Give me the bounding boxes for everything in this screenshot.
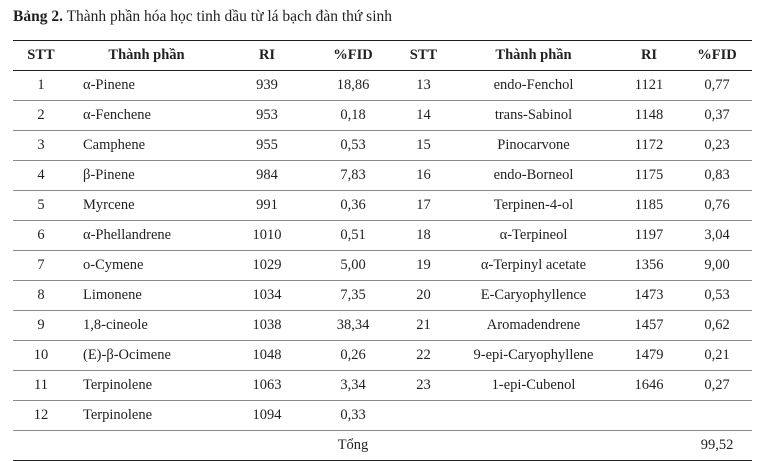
- cell-ri-right: 1175: [616, 161, 682, 191]
- cell-fid-left: 3,34: [310, 371, 396, 401]
- cell-stt-right: 18: [396, 221, 451, 251]
- cell-ri-left: 1048: [224, 341, 310, 371]
- cell-fid-right: 0,77: [682, 71, 752, 101]
- table-row: [13, 161, 752, 191]
- cell-ri-left: 1034: [224, 281, 310, 311]
- cell-component-right: [451, 401, 616, 431]
- cell-fid-right: 0,62: [682, 311, 752, 341]
- cell-stt-left: 9: [13, 311, 69, 341]
- cell-fid-right: 0,21: [682, 341, 752, 371]
- cell-fid-right: 0,83: [682, 161, 752, 191]
- table-row: [13, 341, 752, 371]
- cell-component-left: Camphene: [69, 131, 224, 161]
- cell-ri-right: 1356: [616, 251, 682, 281]
- header-component-right: Thành phần: [451, 41, 616, 71]
- cell-fid-left: 0,53: [310, 131, 396, 161]
- cell-stt-right: 23: [396, 371, 451, 401]
- cell-fid-left: 0,18: [310, 101, 396, 131]
- cell-component-left: 1,8-cineole: [69, 311, 224, 341]
- cell-fid-right: 0,53: [682, 281, 752, 311]
- cell-component-left: Limonene: [69, 281, 224, 311]
- cell-ri-left: 955: [224, 131, 310, 161]
- cell-ri-left: 1029: [224, 251, 310, 281]
- table-row: [13, 281, 752, 311]
- header-ri-left: RI: [224, 41, 310, 71]
- cell-fid-right: [682, 401, 752, 431]
- cell-stt-right: 14: [396, 101, 451, 131]
- cell-fid-left: 18,86: [310, 71, 396, 101]
- header-stt-right: STT: [396, 41, 451, 71]
- cell-ri-right: 1479: [616, 341, 682, 371]
- header-component-left: Thành phần: [69, 41, 224, 71]
- cell-stt-right: 16: [396, 161, 451, 191]
- table-body: [13, 71, 752, 461]
- cell-fid-right: 0,27: [682, 371, 752, 401]
- table-caption-text: Thành phần hóa học tinh dầu từ lá bạch đàn thứ sinh: [62, 8, 392, 25]
- table-caption: [13, 6, 392, 28]
- cell-fid-left: 7,35: [310, 281, 396, 311]
- cell-stt-left: 5: [13, 191, 69, 221]
- cell-component-left: Terpinolene: [69, 401, 224, 431]
- cell-component-left: β-Pinene: [69, 161, 224, 191]
- table-row: [13, 131, 752, 161]
- cell-component-right: endo-Borneol: [451, 161, 616, 191]
- cell-component-right: E-Caryophyllence: [451, 281, 616, 311]
- cell-ri-left: 953: [224, 101, 310, 131]
- cell-component-right: 1-epi-Cubenol: [451, 371, 616, 401]
- cell-stt-left: 3: [13, 131, 69, 161]
- cell-fid-right: 9,00: [682, 251, 752, 281]
- cell-component-right: endo-Fenchol: [451, 71, 616, 101]
- table-caption-label: Bảng 2.: [13, 8, 63, 25]
- cell-stt-right: 22: [396, 341, 451, 371]
- cell-ri-left: 1094: [224, 401, 310, 431]
- cell-fid-left: 0,36: [310, 191, 396, 221]
- cell-stt-left: 8: [13, 281, 69, 311]
- header-row: [13, 41, 752, 71]
- cell-ri-right: 1473: [616, 281, 682, 311]
- table-header: [13, 41, 752, 71]
- cell-ri-right: 1172: [616, 131, 682, 161]
- cell-component-left: o-Cymene: [69, 251, 224, 281]
- cell-ri-right: 1457: [616, 311, 682, 341]
- cell-ri-right: 1148: [616, 101, 682, 131]
- empty-cell: [69, 431, 224, 461]
- cell-component-left: α-Pinene: [69, 71, 224, 101]
- table-row: [13, 251, 752, 281]
- table-row: [13, 401, 752, 431]
- total-row: [13, 431, 752, 461]
- cell-fid-left: 0,33: [310, 401, 396, 431]
- cell-fid-left: 38,34: [310, 311, 396, 341]
- cell-ri-left: 1063: [224, 371, 310, 401]
- cell-component-right: Pinocarvone: [451, 131, 616, 161]
- cell-ri-left: 1010: [224, 221, 310, 251]
- cell-ri-right: 1185: [616, 191, 682, 221]
- cell-component-left: α-Fenchene: [69, 101, 224, 131]
- cell-stt-left: 4: [13, 161, 69, 191]
- cell-component-left: Myrcene: [69, 191, 224, 221]
- table-row: [13, 101, 752, 131]
- cell-ri-left: 1038: [224, 311, 310, 341]
- cell-stt-right: 17: [396, 191, 451, 221]
- cell-component-right: 9-epi-Caryophyllene: [451, 341, 616, 371]
- table-row: [13, 311, 752, 341]
- cell-ri-left: 991: [224, 191, 310, 221]
- cell-ri-left: 984: [224, 161, 310, 191]
- cell-component-right: Aromadendrene: [451, 311, 616, 341]
- cell-ri-right: 1121: [616, 71, 682, 101]
- cell-stt-right: 20: [396, 281, 451, 311]
- cell-stt-right: 19: [396, 251, 451, 281]
- table-row: [13, 371, 752, 401]
- cell-fid-right: 0,23: [682, 131, 752, 161]
- table-row: [13, 191, 752, 221]
- cell-component-left: α-Phellandrene: [69, 221, 224, 251]
- cell-fid-left: 0,51: [310, 221, 396, 251]
- cell-fid-right: 3,04: [682, 221, 752, 251]
- table-row: [13, 71, 752, 101]
- cell-fid-right: 0,37: [682, 101, 752, 131]
- total-label: Tổng: [310, 431, 396, 461]
- cell-component-left: Terpinolene: [69, 371, 224, 401]
- cell-ri-left: 939: [224, 71, 310, 101]
- empty-cell: [13, 431, 69, 461]
- empty-cell: [451, 431, 616, 461]
- cell-component-right: α-Terpineol: [451, 221, 616, 251]
- cell-stt-right: [396, 401, 451, 431]
- cell-fid-left: 0,26: [310, 341, 396, 371]
- cell-ri-right: [616, 401, 682, 431]
- cell-stt-left: 11: [13, 371, 69, 401]
- header-ri-right: RI: [616, 41, 682, 71]
- cell-component-left: (E)-β-Ocimene: [69, 341, 224, 371]
- empty-cell: [616, 431, 682, 461]
- cell-stt-left: 7: [13, 251, 69, 281]
- cell-stt-left: 6: [13, 221, 69, 251]
- cell-component-right: Terpinen-4-ol: [451, 191, 616, 221]
- cell-component-right: trans-Sabinol: [451, 101, 616, 131]
- cell-fid-left: 7,83: [310, 161, 396, 191]
- cell-fid-left: 5,00: [310, 251, 396, 281]
- cell-ri-right: 1646: [616, 371, 682, 401]
- composition-table: [13, 40, 752, 461]
- table-row: [13, 221, 752, 251]
- header-stt-left: STT: [13, 41, 69, 71]
- cell-stt-left: 1: [13, 71, 69, 101]
- header-fid-left: %FID: [310, 41, 396, 71]
- empty-cell: [224, 431, 310, 461]
- empty-cell: [396, 431, 451, 461]
- cell-fid-right: 0,76: [682, 191, 752, 221]
- cell-component-right: α-Terpinyl acetate: [451, 251, 616, 281]
- total-value: 99,52: [682, 431, 752, 461]
- cell-stt-left: 12: [13, 401, 69, 431]
- cell-stt-right: 13: [396, 71, 451, 101]
- cell-stt-right: 21: [396, 311, 451, 341]
- header-fid-right: %FID: [682, 41, 752, 71]
- cell-stt-right: 15: [396, 131, 451, 161]
- cell-ri-right: 1197: [616, 221, 682, 251]
- cell-stt-left: 2: [13, 101, 69, 131]
- cell-stt-left: 10: [13, 341, 69, 371]
